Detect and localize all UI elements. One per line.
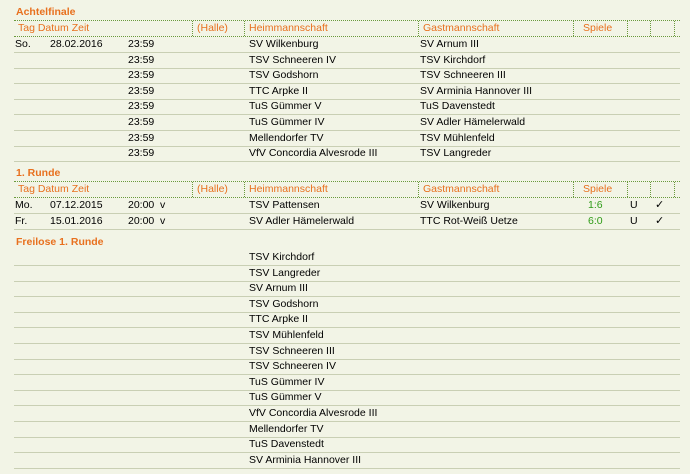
list-item	[14, 297, 680, 313]
cell-status: U	[630, 199, 638, 211]
header-separator	[418, 21, 419, 36]
header-separator	[674, 21, 675, 36]
cell-datum: 07.12.2015	[50, 199, 103, 211]
cell-venue-marker: v	[160, 214, 166, 227]
header-halle: (Halle)	[197, 183, 228, 195]
header-separator	[627, 182, 628, 197]
header-separator	[244, 182, 245, 197]
cell-heimmannschaft: SV Wilkenburg	[249, 38, 319, 50]
header-separator	[244, 21, 245, 36]
cell-gastmannschaft: TSV Mühlenfeld	[420, 131, 495, 144]
freilos-team: TuS Davenstedt	[249, 438, 324, 451]
list-item	[14, 437, 680, 453]
freilos-team: TSV Kirchdorf	[249, 251, 315, 263]
header-tag-datum-zeit: Tag Datum Zeit	[18, 22, 90, 34]
cell-zeit: 23:59	[128, 53, 155, 66]
list-item	[14, 312, 680, 328]
freilos-team: TuS Gümmer IV	[249, 375, 325, 388]
header-separator	[192, 21, 193, 36]
cell-zeit: 23:59	[128, 147, 155, 160]
header-separator	[573, 21, 574, 36]
freilos-team: SV Arnum III	[249, 282, 308, 295]
list-item	[14, 281, 680, 297]
list-item	[14, 422, 680, 438]
runde1-header	[14, 181, 680, 198]
table-row	[14, 68, 680, 84]
list-item	[14, 328, 680, 344]
cell-gastmannschaft: SV Arminia Hannover III	[420, 84, 533, 97]
freilos-team: Mellendorfer TV	[249, 422, 324, 435]
cell-zeit: 23:59	[128, 131, 155, 144]
runde1-title: 1. Runde	[16, 167, 61, 179]
achtelfinale-header	[14, 20, 680, 37]
cell-spiele: 1:6	[588, 199, 603, 211]
cell-status: U	[630, 214, 638, 227]
header-halle: (Halle)	[197, 22, 228, 34]
cell-tag: So.	[15, 38, 31, 50]
freilos-team: SV Arminia Hannover III	[249, 453, 362, 466]
header-gastmannschaft: Gastmannschaft	[423, 183, 500, 195]
cell-spiele: 6:0	[588, 214, 603, 227]
list-item	[14, 375, 680, 391]
cell-gastmannschaft: TSV Schneeren III	[420, 69, 506, 82]
cell-tag: Mo.	[15, 199, 33, 211]
cell-heimmannschaft: TuS Gümmer IV	[249, 116, 325, 128]
check-icon: ✓	[655, 214, 665, 227]
cell-heimmannschaft: TSV Godshorn	[249, 69, 319, 82]
cell-zeit: 23:59	[128, 38, 155, 50]
table-row	[14, 198, 680, 214]
cell-zeit: 23:59	[128, 100, 155, 113]
cell-tag: Fr.	[15, 214, 28, 227]
header-separator	[674, 182, 675, 197]
cell-datum: 28.02.2016	[50, 38, 103, 50]
cell-heimmannschaft: TuS Gümmer V	[249, 100, 322, 113]
cell-venue-marker: v	[160, 199, 166, 211]
header-heimmannschaft: Heimmannschaft	[249, 22, 328, 34]
list-item	[14, 406, 680, 422]
cell-gastmannschaft: TSV Langreder	[420, 147, 492, 160]
list-item	[14, 344, 680, 360]
cell-zeit: 23:59	[128, 116, 155, 128]
header-separator	[650, 182, 651, 197]
header-gastmannschaft: Gastmannschaft	[423, 22, 500, 34]
cell-heimmannschaft: TSV Schneeren IV	[249, 53, 336, 66]
header-separator	[650, 21, 651, 36]
cell-heimmannschaft: TSV Pattensen	[249, 199, 320, 211]
freilose-title: Freilose 1. Runde	[16, 236, 104, 248]
cell-zeit: 20:00	[128, 199, 155, 211]
cell-heimmannschaft: SV Adler Hämelerwald	[249, 214, 355, 227]
check-icon: ✓	[655, 199, 665, 211]
header-separator	[418, 182, 419, 197]
header-tag-datum-zeit: Tag Datum Zeit	[18, 183, 90, 195]
cell-gastmannschaft: TSV Kirchdorf	[420, 53, 486, 66]
table-row	[14, 146, 680, 162]
cell-heimmannschaft: TTC Arpke II	[249, 84, 308, 97]
cell-zeit: 23:59	[128, 84, 155, 97]
list-item	[14, 359, 680, 375]
freilos-team: TSV Godshorn	[249, 297, 319, 310]
freilos-team: TTC Arpke II	[249, 313, 308, 326]
achtelfinale-title: Achtelfinale	[16, 6, 76, 18]
cell-gastmannschaft: SV Arnum III	[420, 38, 479, 50]
header-heimmannschaft: Heimmannschaft	[249, 183, 328, 195]
cell-zeit: 20:00	[128, 214, 155, 227]
table-row	[14, 53, 680, 69]
table-row	[14, 84, 680, 100]
cell-gastmannschaft: SV Wilkenburg	[420, 199, 490, 211]
header-separator	[627, 21, 628, 36]
table-row	[14, 115, 680, 131]
table-row	[14, 214, 680, 230]
table-row	[14, 37, 680, 53]
header-separator	[192, 182, 193, 197]
header-separator	[573, 182, 574, 197]
cell-heimmannschaft: Mellendorfer TV	[249, 131, 324, 144]
freilos-team: TSV Mühlenfeld	[249, 329, 324, 341]
list-item	[14, 266, 680, 282]
freilos-team: VfV Concordia Alvesrode III	[249, 407, 378, 419]
header-spiele: Spiele	[583, 183, 613, 195]
cell-datum: 15.01.2016	[50, 214, 103, 227]
cell-gastmannschaft: TTC Rot-Weiß Uetze	[420, 214, 518, 227]
list-item	[14, 250, 680, 266]
cell-heimmannschaft: VfV Concordia Alvesrode III	[249, 147, 378, 160]
freilos-team: TSV Schneeren III	[249, 344, 335, 357]
freilos-team: TuS Gümmer V	[249, 391, 322, 404]
freilos-team: TSV Langreder	[249, 266, 321, 279]
cell-gastmannschaft: SV Adler Hämelerwald	[420, 116, 526, 128]
cell-zeit: 23:59	[128, 69, 155, 82]
header-spiele: Spiele	[583, 22, 613, 34]
list-item	[14, 390, 680, 406]
freilos-team: TSV Schneeren IV	[249, 360, 336, 373]
cell-gastmannschaft: TuS Davenstedt	[420, 100, 495, 113]
table-row	[14, 131, 680, 147]
list-item	[14, 453, 680, 469]
table-row	[14, 99, 680, 115]
